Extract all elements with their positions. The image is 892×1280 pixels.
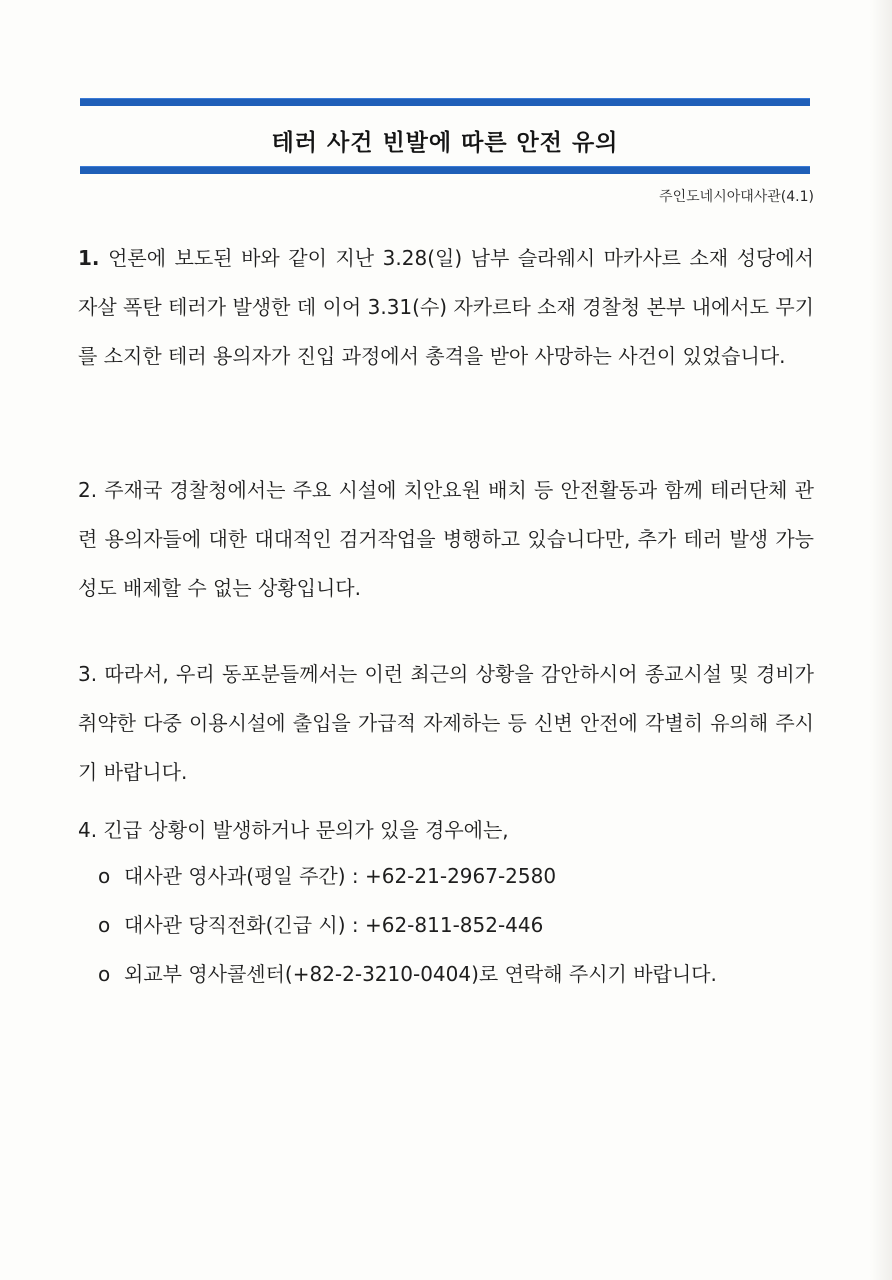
paragraph-1 <box>78 234 814 381</box>
contact-item-text: 대사관 영사과(평일 주간) : +62-21-2967-2580 <box>124 864 557 888</box>
title-bottom-rule <box>80 166 810 174</box>
paragraph-3-number: 3. <box>78 662 98 686</box>
contact-item-text: 대사관 당직전화(긴급 시) : +62-811-852-446 <box>124 913 544 937</box>
paragraph-1-number: 1. <box>78 246 100 270</box>
paragraph-3 <box>78 650 814 797</box>
page-edge-shadow <box>870 0 892 1280</box>
paragraph-2-text: 주재국 경찰청에서는 주요 시설에 치안요원 배치 등 안전활동과 함께 테러단체 관련 용의자들에 대한 대대적인 검거작업을 병행하고 있습니다만, 추가 테러 발생 가능성도 배제할 수 없는 상황입니다. <box>78 478 814 600</box>
list-bullet: o <box>98 864 111 888</box>
paragraph-3-text: 따라서, 우리 동포분들께서는 이런 최근의 상황을 감안하시어 종교시설 및 경비가 취약한 다중 이용시설에 출입을 가급적 자제하는 등 신변 안전에 각별히 유의해 주시기 바랍니다. <box>78 662 814 784</box>
list-bullet: o <box>98 913 111 937</box>
contact-heading: 4. 긴급 상황이 발생하거나 문의가 있을 경우에는, <box>78 818 509 842</box>
title-top-rule <box>80 98 810 106</box>
paragraph-1-text: 언론에 보도된 바와 같이 지난 3.28(일) 남부 슬라웨시 마카사르 소재 성당에서 자살 폭탄 테러가 발생한 데 이어 3.31(수) 자카르타 소재 경찰청 본부 내에서도 무기를 소지한 테러 용의자가 진입 과정에서 총격을 받아 사망하는 사건이 있었습니다. <box>78 246 814 368</box>
contact-item-text: 외교부 영사콜센터(+82-2-3210-0404)로 연락해 주시기 바랍니다. <box>124 962 717 986</box>
contact-item-consular <box>98 852 717 901</box>
contact-item-call-center <box>98 950 717 999</box>
document-title: 테러 사건 빈발에 따른 안전 유의 <box>271 130 619 156</box>
paragraph-2-number: 2. <box>78 478 98 502</box>
issuer-line: 주인도네시아대사관(4.1) <box>659 189 814 205</box>
contact-list <box>98 852 717 999</box>
contact-item-duty-phone <box>98 901 717 950</box>
list-bullet: o <box>98 962 111 986</box>
paragraph-2 <box>78 466 814 613</box>
